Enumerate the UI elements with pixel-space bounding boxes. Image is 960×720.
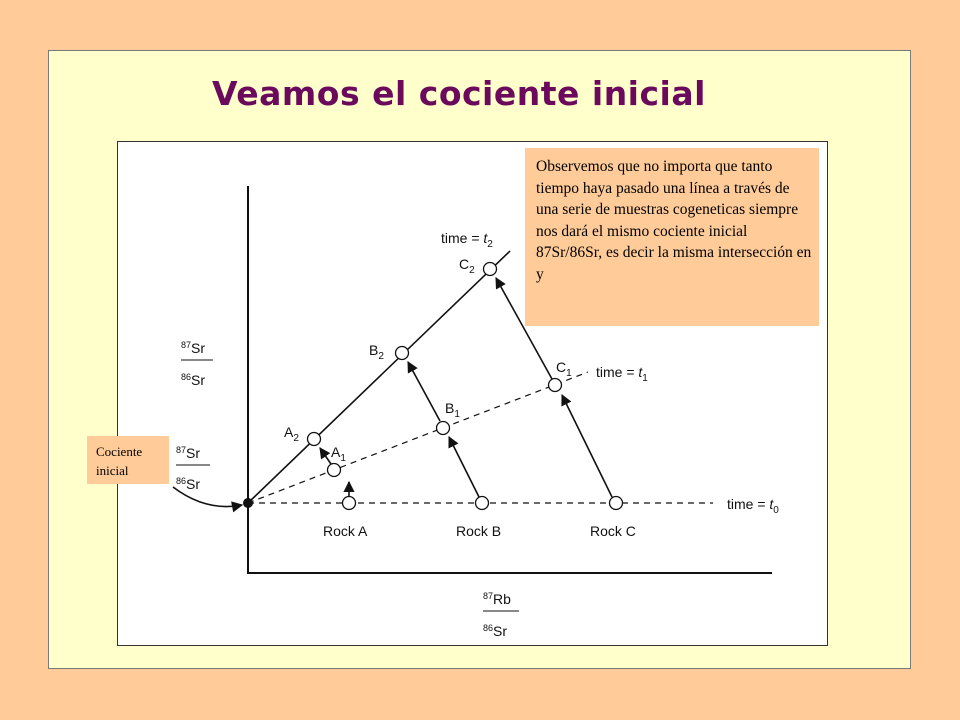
initial-ratio-arrow xyxy=(173,487,242,507)
label-time-t2: time = $t_2$ xyxy=(441,230,493,250)
point-rock-a xyxy=(343,497,356,510)
explanation-note: Observemos que no importa que tanto tiempo haya pasado una línea a través de una serie de muestras cogeneticas siempre nos dará el mismo cociente inicial 87Sr/86Sr, es decir la misma intersección en y xyxy=(525,148,819,326)
point-rock-b xyxy=(476,497,489,510)
label-b1: $B_1$ xyxy=(445,400,460,420)
label-rock-a: Rock A xyxy=(323,523,368,539)
label-rock-c: Rock C xyxy=(590,523,636,539)
initial-ratio-label xyxy=(176,445,210,492)
arrow-a1-a2 xyxy=(320,448,331,464)
svg-text:87Sr: $^{87}$Sr xyxy=(181,340,206,356)
label-b2: $B_2$ xyxy=(369,342,384,362)
point-a1 xyxy=(328,464,341,477)
point-c2 xyxy=(484,263,497,276)
isochron-t1-line xyxy=(248,372,588,503)
arrow-b1-b2 xyxy=(408,362,440,421)
isochron-t2-line xyxy=(248,251,510,503)
y-axis-label xyxy=(181,340,213,388)
label-c1: $C_1$ xyxy=(556,359,572,379)
svg-text:86Sr: $^{86}$Sr xyxy=(483,623,508,639)
point-b2 xyxy=(396,347,409,360)
svg-text:86Sr: $^{86}$Sr xyxy=(181,372,206,388)
initial-ratio-point xyxy=(243,498,253,508)
arrow-rock-b xyxy=(449,437,479,497)
label-time-t1: time = $t_1$ xyxy=(596,364,648,384)
svg-text:87Rb: $^{87}$Rb xyxy=(483,591,511,607)
initial-ratio-callout: Cociente inicial xyxy=(87,436,169,484)
label-c2: $C_2$ xyxy=(459,256,475,276)
point-b1 xyxy=(437,422,450,435)
svg-text:87Sr: $^{87}$Sr xyxy=(176,445,201,461)
point-a2 xyxy=(308,433,321,446)
x-axis-label xyxy=(483,591,519,639)
label-rock-b: Rock B xyxy=(456,523,502,539)
svg-text:86Sr: $^{86}$Sr xyxy=(176,476,201,492)
point-c1 xyxy=(549,379,562,392)
point-rock-c xyxy=(610,497,623,510)
arrow-rock-c xyxy=(562,395,612,497)
label-a1: $A_1$ xyxy=(331,444,346,464)
label-time-t0: time = $t_0$ xyxy=(727,496,779,516)
slide-title: Veamos el cociente inicial xyxy=(212,74,706,113)
label-a2: $A_2$ xyxy=(284,424,299,444)
